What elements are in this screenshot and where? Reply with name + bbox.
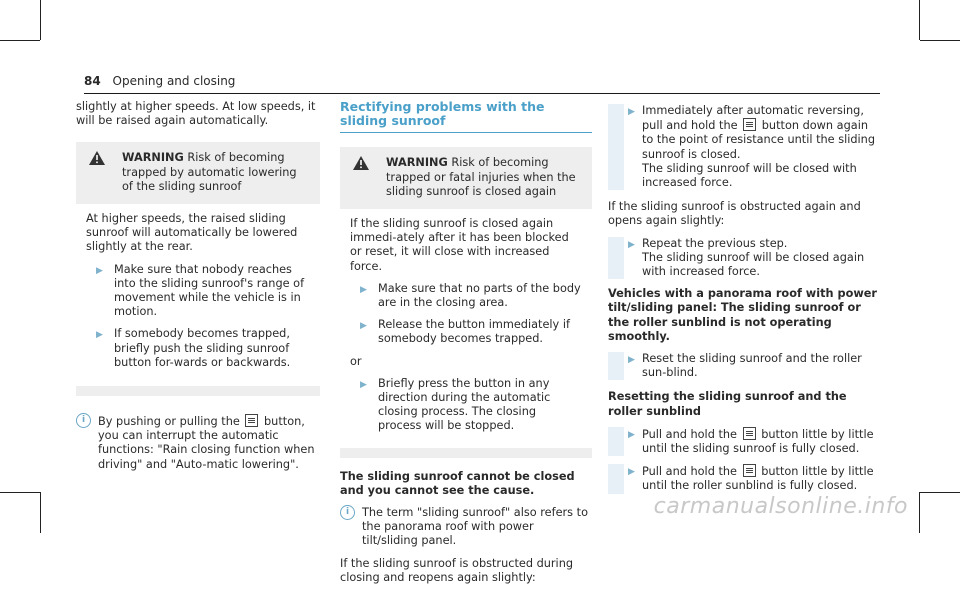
crop-mark: [40, 0, 41, 40]
section-rule: [340, 132, 592, 133]
step-text-start: Pull and hold the: [642, 427, 737, 441]
info-note: [76, 414, 320, 472]
column-3: [608, 100, 880, 502]
arrow-icon: ▶: [628, 355, 635, 366]
step-text: If somebody becomes trapped, briefly push the sliding sunroof button for-wards or backwards.: [114, 327, 291, 369]
step-item: [86, 327, 310, 370]
step-result: The sliding sunroof will be closed again with increased force.: [642, 250, 865, 279]
warning-icon: [352, 155, 370, 171]
sunroof-button-icon: [743, 427, 756, 440]
info-icon: i: [76, 413, 91, 428]
step-text: Make sure that no parts of the body are in the closing area.: [378, 281, 581, 310]
arrow-icon: ▶: [628, 467, 635, 478]
section-title: Rectifying problems with the sliding sunroof: [340, 99, 545, 129]
warning-header: [350, 156, 582, 199]
or-separator: or: [350, 354, 362, 368]
sunroof-button-icon: [245, 414, 258, 427]
arrow-icon: ▶: [360, 284, 367, 295]
step-item: [608, 104, 880, 190]
step-item: [350, 318, 582, 346]
step-text-end: button down again to the point of resistance until the sliding sunroof is closed.: [642, 119, 876, 161]
warning-label: WARNING: [386, 156, 448, 170]
sunroof-button-icon: [743, 118, 756, 131]
arrow-icon: ▶: [96, 330, 103, 341]
warning-text: At higher speeds, the raised sliding sunroof will automatically be lowered slightly at the rear.: [86, 212, 298, 254]
crop-mark: [0, 40, 40, 41]
step-item: [608, 352, 880, 380]
step-text: Release the button immediately if somebody becomes trapped.: [378, 318, 570, 346]
warning-header: [86, 151, 310, 194]
arrow-icon: ▶: [628, 429, 635, 440]
intro-paragraph: slightly at higher speeds. At low speeds, it will be raised again automatically.: [76, 100, 316, 128]
step-item: [350, 282, 582, 310]
step-result: The sliding sunroof will be closed with increased force.: [642, 161, 857, 190]
crop-mark: [920, 492, 960, 493]
warning-label: WARNING: [122, 151, 184, 165]
crop-mark: [919, 0, 920, 40]
warning-text: If the sliding sunroof is closed again immedi-ately after it has been blocked or reset, it will close with increased force.: [350, 217, 569, 273]
crop-mark: [919, 492, 920, 533]
page-title: Opening and closing: [112, 74, 236, 88]
warning-title: Risk of becoming trapped by automatic lowering of the sliding sunroof: [122, 151, 297, 193]
step-item: [608, 427, 880, 456]
panorama-heading: Vehicles with a panorama roof with power tilt/sliding panel: The sliding sunroof or the roller sunblind is not operating smoothly.: [608, 287, 878, 343]
warning-body: [340, 209, 592, 448]
obstruction-again-paragraph: If the sliding sunroof is obstructed again and opens again slightly:: [608, 200, 861, 228]
step-text: Repeat the previous step.: [642, 236, 788, 250]
crop-mark: [0, 492, 40, 493]
info-note: [340, 506, 592, 549]
step-text: Reset the sliding sunroof and the roller sun-blind.: [642, 352, 862, 380]
step-item: [608, 464, 880, 493]
page-number: 84: [84, 74, 101, 88]
step-text: Briefly press the button in any direction during the automatic closing process. The closing process will be stopped.: [378, 376, 551, 433]
arrow-icon: ▶: [628, 239, 635, 250]
problem-heading: The sliding sunroof cannot be closed and you cannot see the cause.: [340, 469, 575, 497]
warning-box: [340, 147, 592, 457]
column-2: [340, 100, 592, 593]
page-header: [84, 74, 235, 88]
obstruction-paragraph: If the sliding sunroof is obstructed during closing and reopens again slightly:: [340, 556, 574, 584]
header-rule: [84, 93, 880, 94]
step-item: [86, 263, 310, 320]
info-icon: i: [340, 505, 355, 520]
step-text: Make sure that nobody reaches into the sliding sunroof's range of movement while the vehicle is in motion.: [114, 262, 305, 319]
crop-mark: [40, 492, 41, 533]
note-text: The term "sliding sunroof" also refers to the panorama roof with power tilt/sliding panel.: [362, 506, 588, 548]
step-item: [608, 237, 880, 280]
warning-title: Risk of becoming trapped or fatal injuries when the sliding sunroof is closed again: [386, 156, 576, 198]
watermark: carmanualsonline.info: [653, 494, 908, 519]
step-text-end: button little by little until the sliding sunroof is fully closed.: [642, 427, 874, 456]
sunroof-button-icon: [743, 464, 756, 477]
step-item: [350, 377, 582, 434]
step-text-start: Immediately after automatic reversing, pull and hold the: [642, 104, 864, 133]
step-text-end: button little by little until the roller sunblind is fully closed.: [642, 465, 874, 493]
arrow-icon: ▶: [628, 107, 635, 117]
note-text-end: button, you can interrupt the automatic functions: "Rain closing function when driving" and "Auto-matic lowering".: [98, 415, 315, 471]
column-1: [76, 100, 320, 480]
note-text-start: By pushing or pulling the: [98, 415, 240, 429]
step-text-start: Pull and hold the: [642, 465, 737, 479]
arrow-icon: ▶: [360, 379, 367, 390]
crop-mark: [920, 40, 960, 41]
arrow-icon: ▶: [360, 321, 367, 332]
warning-box: [76, 142, 320, 396]
reset-heading: Resetting the sliding sunroof and the roller sunblind: [608, 390, 847, 418]
warning-icon: [88, 150, 106, 166]
arrow-icon: ▶: [96, 265, 103, 276]
warning-body: [76, 204, 320, 386]
